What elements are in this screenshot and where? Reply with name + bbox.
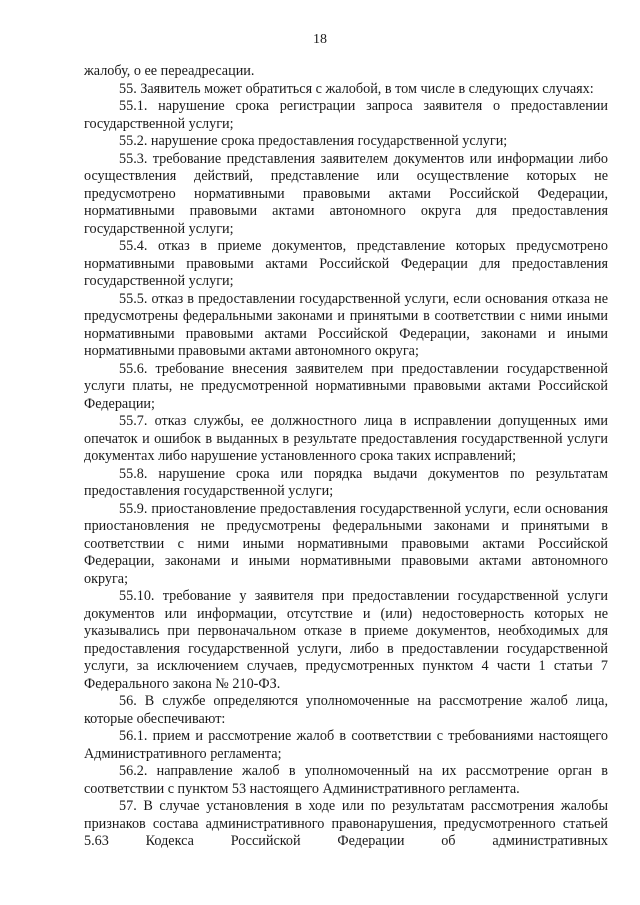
paragraph-55: 55. Заявитель может обратиться с жалобой, в том числе в следующих случаях: <box>119 80 594 97</box>
paragraph-55-3: 55.3. требование представления заявителем документов или информации либо осуществления действий, представление или осуществление которых не предусмотрено нормативными правовыми актами Российской Федерации, нормативными правовыми актами автономного округа для предоставления государственной услуги; <box>84 150 608 237</box>
paragraph-56-1: 56.1. прием и рассмотрение жалоб в соответствии с требованиями настоящего Административного регламента; <box>84 728 608 762</box>
paragraph-55-10: 55.10. требование у заявителя при предоставлении государственной услуги документов или информации, отсутствие и (или) недостоверность которых не указывались при первоначальном отказе в приеме документов, необходимых для предоставления государственной услуги, либо в предоставлении государственной услуги, за исключением случаев, предусмотренных пунктом 4 части 1 статьи 7 Федерального закона № 210-ФЗ. <box>84 588 608 692</box>
paragraph-55-2: 55.2. нарушение срока предоставления государственной услуги; <box>119 133 508 149</box>
paragraph-57: 57. В случае установления в ходе или по результатам рассмотрения жалобы признаков состава административного правонарушения, предусмотренного статьей 5.63 Кодекса Российской Федерации об административных <box>84 798 608 849</box>
page-number: 18 <box>313 32 327 47</box>
paragraph-continuation: жалобу, о ее переадресации. <box>84 63 255 79</box>
paragraph-56: 56. В службе определяются уполномоченные на рассмотрение жалоб лица, которые обеспечивают: <box>84 693 608 727</box>
paragraph-56-2: 56.2. направление жалоб в уполномоченный на их рассмотрение орган в соответствии с пунктом 53 настоящего Административного регламента. <box>84 763 608 797</box>
paragraph-55-6: 55.6. требование внесения заявителем при предоставлении государственной услуги платы, не предусмотренной нормативными правовыми актами Российской Федерации; <box>84 360 608 412</box>
paragraph-55-8: 55.8. нарушение срока или порядка выдачи документов по результатам предоставления государственной услуги; <box>84 465 608 499</box>
paragraph-55-9: 55.9. приостановление предоставления государственной услуги, если основания приостановления не предусмотрены федеральными законами и принятыми в соответствии с ними иными нормативными правовыми актами Российской Федерации, законами и иными нормативными правовыми актами автономного округа; <box>84 500 608 587</box>
paragraph-55-4: 55.4. отказ в приеме документов, представление которых предусмотрено нормативными правовыми актами Российской Федерации для предоставления государственной услуги; <box>84 238 608 289</box>
paragraph-55-1: 55.1. нарушение срока регистрации запроса заявителя о предоставлении государственной услуги; <box>84 98 608 132</box>
paragraph-55-7: 55.7. отказ службы, ее должностного лица в исправлении допущенных ими опечаток и ошибок в выданных в результате предоставления государственной услуги документах либо нарушение установленного срока таких исправлений; <box>84 413 608 464</box>
document-body <box>84 63 608 851</box>
paragraph-55-5: 55.5. отказ в предоставлении государственной услуги, если основания отказа не предусмотрены федеральными законами и принятыми в соответствии с ними иными нормативными правовыми актами Российской Федерации, законами и иными нормативными правовыми актами автономного округа; <box>84 290 608 359</box>
